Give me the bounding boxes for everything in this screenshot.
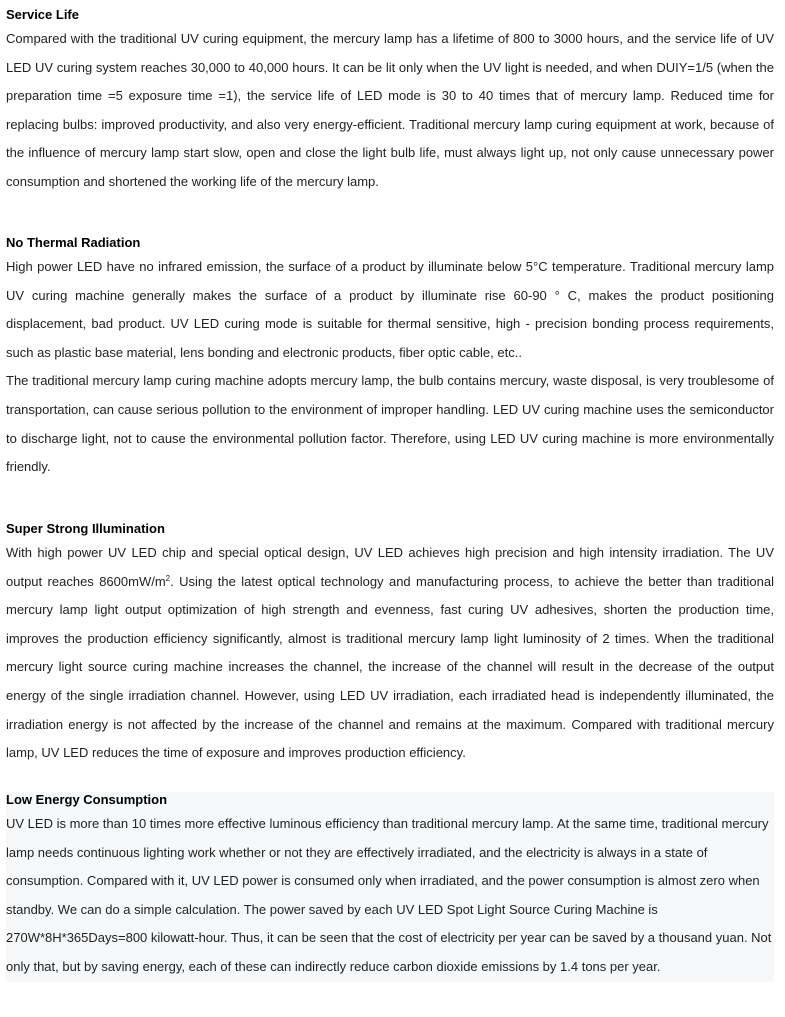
section-low-energy-consumption (6, 792, 774, 982)
section-heading: Service Life (6, 7, 79, 22)
paragraph-text-part: With high power UV LED chip and special optical design, UV LED achieves high precision and high intensity irradiation. The UV output reaches 8600mW/m (6, 545, 774, 589)
section-paragraph: The traditional mercury lamp curing machine adopts mercury lamp, the bulb contains mercury, waste disposal, is very troublesome of transportation, can cause serious pollution to the environment of improper handling. LED UV curing machine uses the semiconductor to discharge light, not to cause the environmental pollution factor. Therefore, using LED UV curing machine is more environmentally friendly. (6, 373, 774, 475)
section-paragraph (6, 539, 774, 768)
superscript: 2 (165, 573, 171, 583)
paragraph-text-part: . Using the latest optical technology and manufacturing process, to achieve the better than traditional mercury lamp light output optimization of high strength and evenness, fast curing UV adhesives, shorten the production time, improves the production efficiency significantly, almost is traditional mercury lamp light luminosity of 2 times. When the traditional mercury light source curing machine increases the channel, the increase of the channel will result in the decrease of the output energy of the single irradiation channel. However, using LED UV irradiation, each irradiated head is independently illuminated, the irradiation energy is not affected by the increase of the channel and remains at the maximum. Compared with traditional mercury lamp, UV LED reduces the time of exposure and improves production efficiency. (6, 573, 774, 761)
section-service-life (6, 7, 774, 197)
section-super-strong-illumination (6, 521, 774, 768)
section-no-thermal-radiation (6, 235, 774, 482)
section-heading: Low Energy Consumption (6, 792, 168, 807)
section-paragraph: High power LED have no infrared emission, the surface of a product by illuminate below 5°C temperature. Traditional mercury lamp UV curing machine generally makes the surface of a product by illuminate rise 60-90 ° C, makes the product positioning displacement, bad product. UV LED curing mode is suitable for thermal sensitive, high - precision bonding process requirements, such as plastic base material, lens bonding and electronic products, fiber optic cable, etc.. (6, 259, 774, 360)
section-heading: No Thermal Radiation (6, 235, 141, 250)
section-paragraph: Compared with the traditional UV curing equipment, the mercury lamp has a lifetime of 800 to 3000 hours, and the service life of UV LED UV curing system reaches 30,000 to 40,000 hours. It can be lit only when the UV light is needed, and when DUIY=1/5 (when the preparation time =5 exposure time =1), the service life of LED mode is 30 to 40 times that of mercury lamp. Reduced time for replacing bulbs: improved productivity, and also very energy-efficient. Traditional mercury lamp curing equipment at work, because of the influence of mercury lamp start slow, open and close the light bulb life, must always light up, not only cause unnecessary power consumption and shortened the working life of the mercury lamp. (6, 31, 774, 189)
section-paragraph: UV LED is more than 10 times more effective luminous efficiency than traditional mercury lamp. At the same time, traditional mercury lamp needs continuous lighting work whether or not they are effectively irradiated, and the electricity is always in a state of consumption. Compared with it, UV LED power is consumed only when irradiated, and the power consumption is almost zero when standby. We can do a simple calculation. The power saved by each UV LED Spot Light Source Curing Machine is 270W*8H*365Days=800 kilowatt-hour. Thus, it can be seen that the cost of electricity per year can be saved by a thousand yuan. Not only that, but by saving energy, each of these can indirectly reduce carbon dioxide emissions by 1.4 tons per year. (6, 816, 772, 974)
section-heading: Super Strong Illumination (6, 521, 165, 536)
